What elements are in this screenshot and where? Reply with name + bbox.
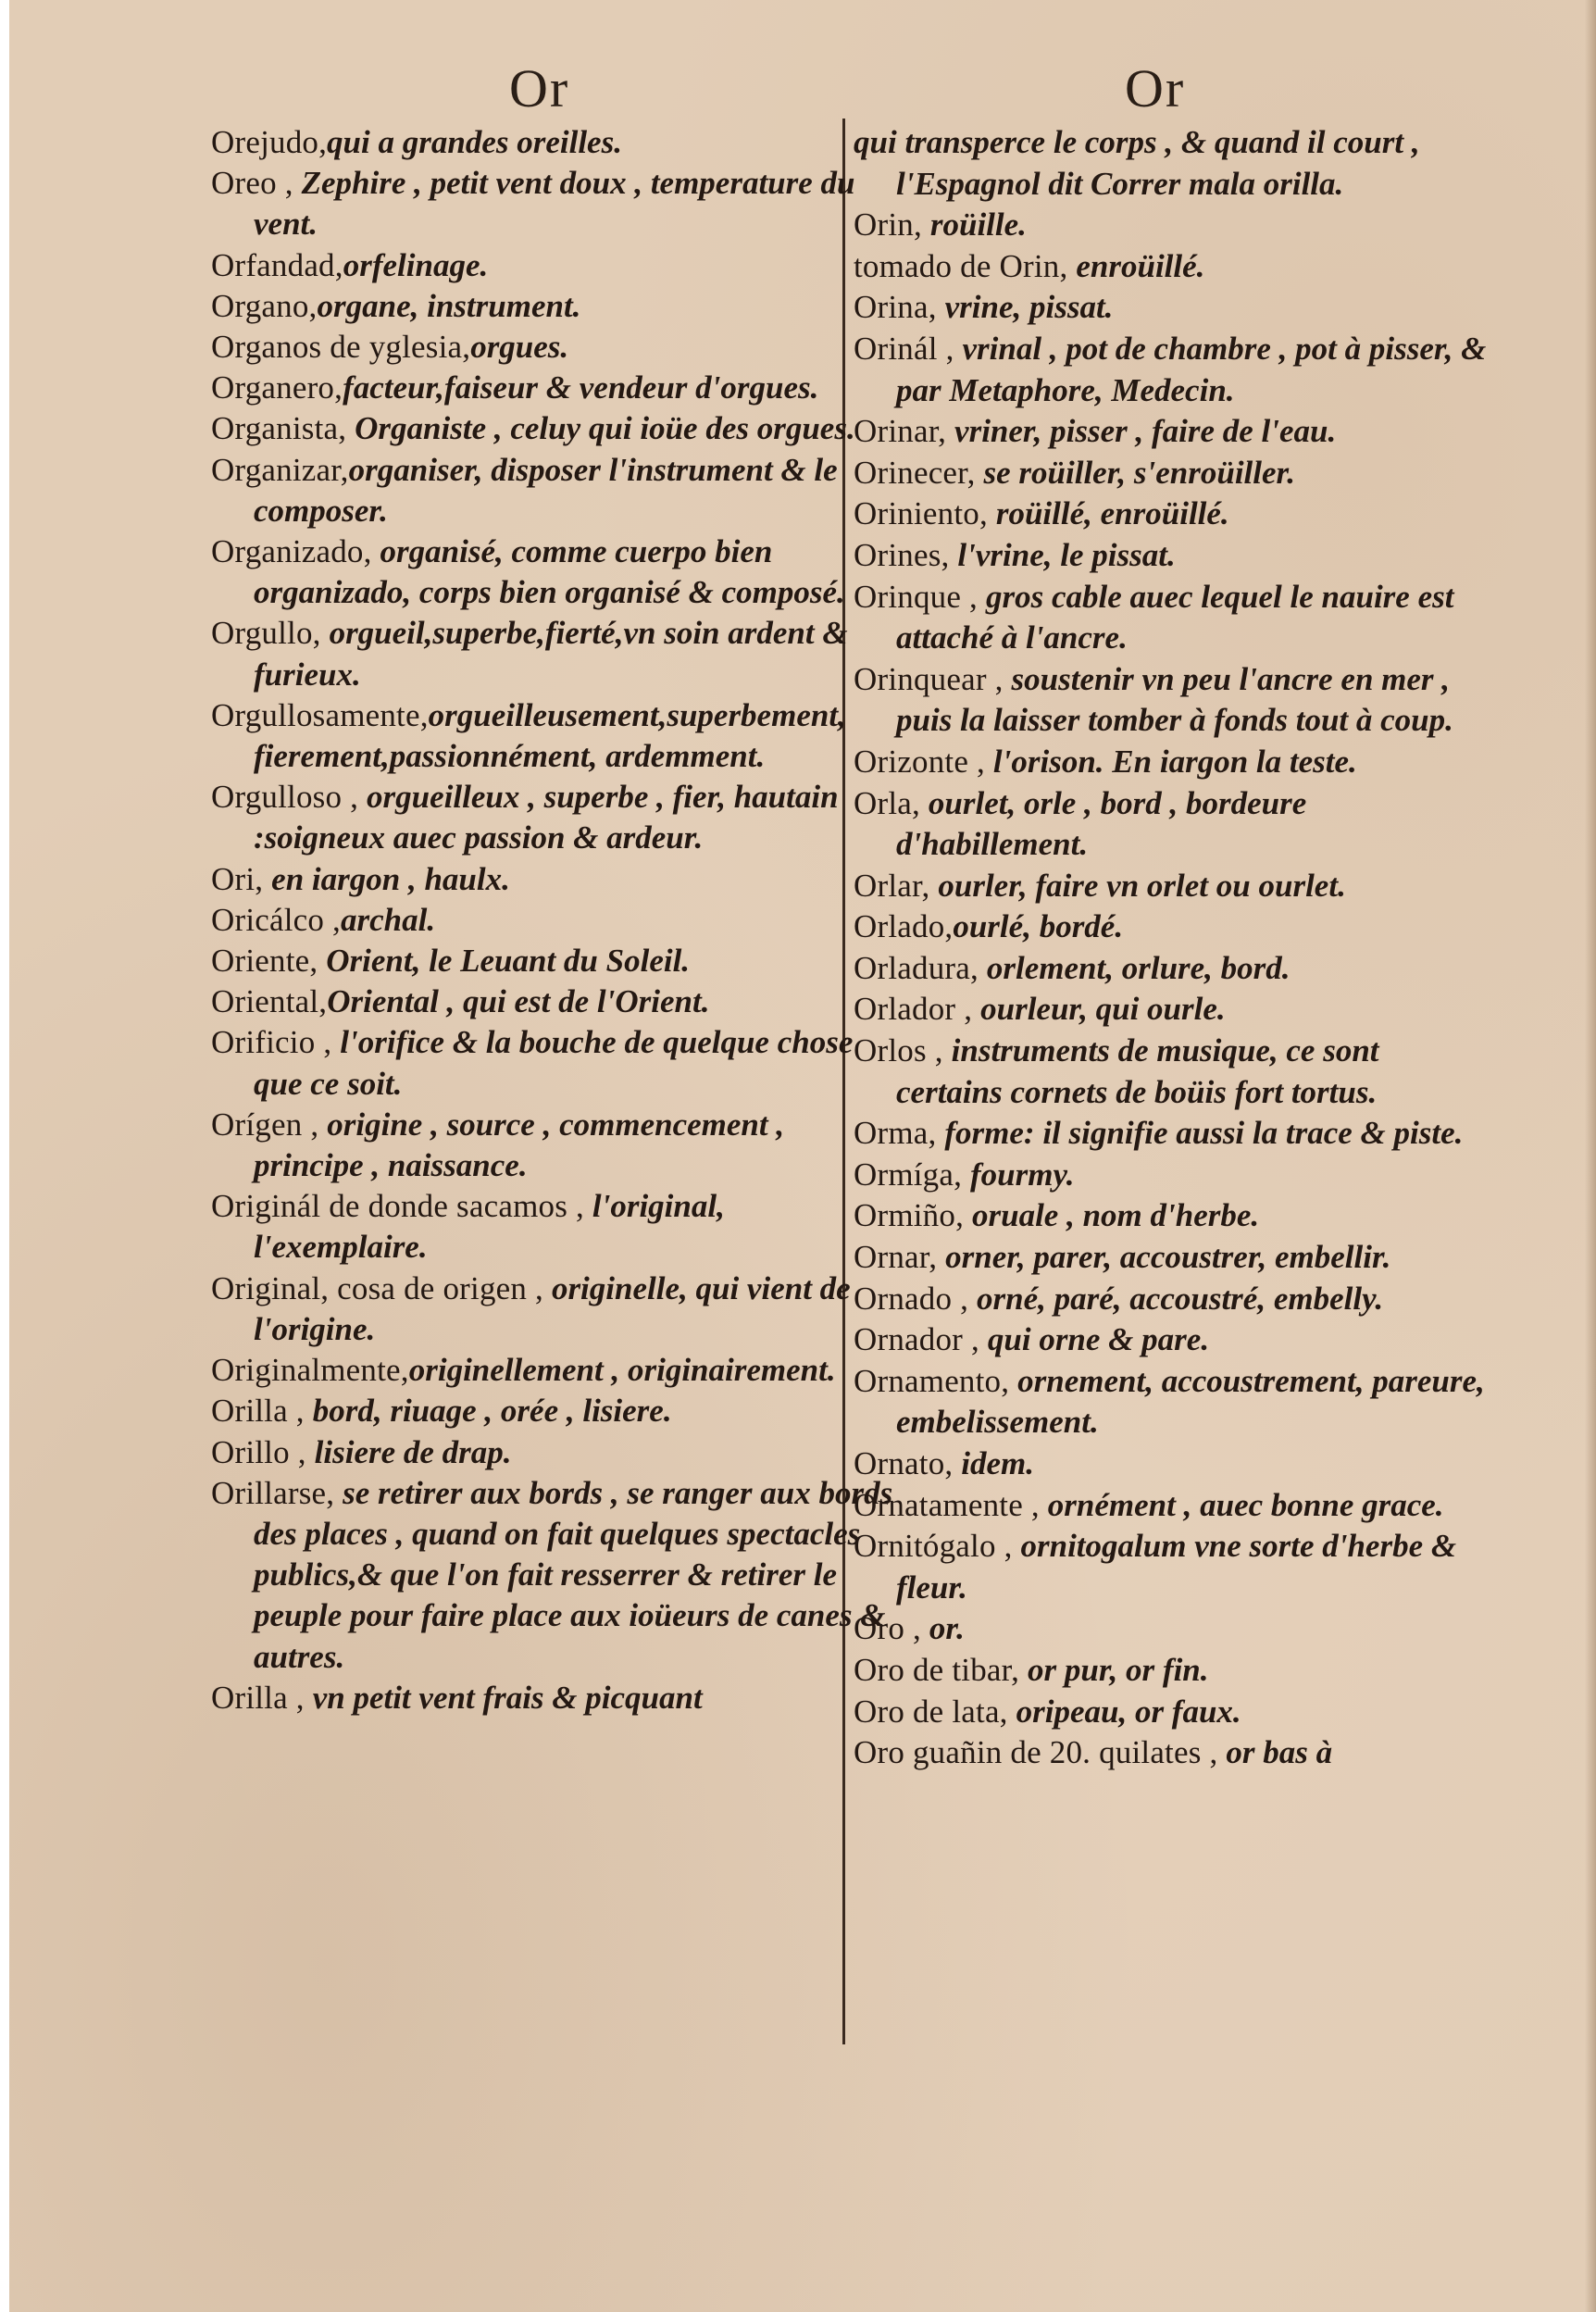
entry-headword: Orejudo,: [211, 124, 328, 160]
entry-definition: en iargon , haulx.: [271, 860, 510, 897]
dictionary-entry: [854, 1361, 1492, 1443]
entry-headword: Orinque ,: [854, 578, 986, 615]
entry-headword: Ormiño,: [854, 1197, 972, 1234]
dictionary-entry: [854, 1031, 1492, 1113]
entry-definition: gros cable auec lequel le nauire est attaché à l'ancre.: [896, 578, 1454, 656]
entry-headword: Oriente,: [211, 943, 327, 980]
dictionary-entry: [211, 695, 896, 777]
dictionary-entry: [854, 1650, 1492, 1692]
entry-headword: Ornato,: [854, 1445, 962, 1481]
dictionary-entry: [854, 1692, 1492, 1733]
entry-definition: qui transperce le corps , & quand il court , l'Espagnol dit Correr mala orilla.: [854, 124, 1420, 202]
dictionary-entry: [854, 989, 1492, 1031]
entry-headword: Oro guañin de 20. quilates ,: [854, 1734, 1227, 1771]
entry-definition: ornément , auec bonne grace.: [1047, 1486, 1444, 1523]
dictionary-entry: [211, 531, 896, 613]
entry-headword: Oriniento,: [854, 495, 996, 532]
dictionary-entry: [211, 450, 896, 531]
dictionary-entry: [854, 494, 1492, 535]
entry-definition: Oriental , qui est de l'Orient.: [327, 983, 710, 1020]
entry-definition: lisiere de drap.: [314, 1433, 512, 1470]
dictionary-entry: [211, 900, 896, 941]
dictionary-entry: [211, 1391, 896, 1431]
entry-headword: Originalmente,: [211, 1352, 409, 1389]
entry-definition: or bas à: [1226, 1734, 1333, 1771]
dictionary-page: [9, 0, 1596, 2312]
entry-headword: Orlado,: [854, 908, 954, 945]
entry-headword: Orlos ,: [854, 1032, 952, 1069]
dictionary-entry: [211, 1186, 896, 1268]
entry-headword: Orinar,: [854, 413, 955, 450]
entry-definition: enroüillé.: [1076, 247, 1205, 284]
dictionary-entry: [211, 245, 896, 286]
entry-definition: qui a grandes oreilles.: [327, 124, 622, 160]
dictionary-entry: [211, 122, 896, 163]
dictionary-entry: [211, 408, 896, 449]
dictionary-entry: [854, 1608, 1492, 1650]
entry-definition: se retirer aux bords , se ranger aux bords des places , quand on fait quelques spectacles publics,& que l'on fait resserrer & retirer le peuple pour faire place aux ioüeurs de canes & autres.: [254, 1474, 893, 1675]
entry-definition: orné, paré, accoustré, embelly.: [977, 1280, 1384, 1317]
entry-definition: originellement , originairement.: [408, 1352, 836, 1389]
dictionary-entry: [211, 859, 896, 900]
entry-headword: Orines,: [854, 536, 958, 573]
entry-definition: roüille.: [929, 206, 1027, 244]
entry-headword: Orma,: [854, 1115, 945, 1152]
dictionary-entry: [211, 777, 896, 858]
entry-definition: ornement, accoustrement, pareure, embelissement.: [896, 1362, 1485, 1441]
dictionary-entry: [854, 122, 1492, 205]
dictionary-entry: [854, 742, 1492, 783]
entry-headword: Orin,: [854, 206, 930, 244]
entry-definition: vrinal , pot de chambre , pot à pisser, & par Metaphore, Medecin.: [896, 330, 1487, 408]
entry-definition: origine , source , commencement , principe , naissance.: [254, 1106, 785, 1184]
entry-headword: Orígen ,: [211, 1106, 328, 1143]
dictionary-entry: [211, 327, 896, 368]
dictionary-entry: [854, 906, 1492, 948]
dictionary-entry: [854, 246, 1492, 288]
entry-headword: Orizonte ,: [854, 743, 993, 780]
entry-headword: Orgullosamente,: [211, 696, 429, 733]
entry-definition: l'orifice & la bouche de quelque chose que ce soit.: [254, 1024, 854, 1102]
entry-definition: organisé, comme cuerpo bien organizado, corps bien organisé & composé.: [254, 533, 845, 611]
entry-definition: instruments de musique, ce sont certains cornets de boüis fort tortus.: [896, 1032, 1379, 1110]
entry-headword: Originál de donde sacamos ,: [211, 1188, 592, 1225]
entry-headword: Orilla ,: [211, 1393, 313, 1430]
entry-definition: archal.: [340, 901, 436, 938]
right-column: [854, 122, 1492, 1774]
entry-headword: Oro de lata,: [854, 1693, 1016, 1730]
dictionary-entry: [211, 1678, 896, 1718]
dictionary-entry: [211, 286, 896, 327]
entry-definition: bord, riuage , orée , lisiere.: [312, 1393, 672, 1430]
entry-headword: Orinquear ,: [854, 660, 1012, 697]
entry-headword: Oriental,: [211, 983, 328, 1020]
dictionary-entry: [854, 205, 1492, 246]
entry-headword: Orgulloso ,: [211, 779, 368, 816]
dictionary-entry: [854, 287, 1492, 329]
entry-headword: Ornador ,: [854, 1321, 988, 1358]
entry-headword: Ori,: [211, 860, 272, 897]
dictionary-entry: [854, 783, 1492, 866]
entry-headword: Original, cosa de origen ,: [211, 1269, 552, 1306]
dictionary-entry: [854, 535, 1492, 577]
entry-definition: Orient, le Leuant du Soleil.: [326, 943, 691, 980]
dictionary-entry: [211, 1268, 896, 1350]
entry-definition: organiser, disposer l'instrument & le composer.: [254, 451, 838, 529]
entry-headword: Oro de tibar,: [854, 1651, 1029, 1688]
dictionary-entry: [854, 948, 1492, 990]
entry-definition: orlement, orlure, bord.: [986, 949, 1291, 986]
dictionary-entry: [854, 1526, 1492, 1608]
entry-definition: l'vrine, le pissat.: [957, 536, 1176, 573]
entry-definition: organe, instrument.: [317, 287, 581, 324]
dictionary-entry: [211, 1473, 896, 1678]
entry-definition: orgueil,superbe,fierté,vn soin ardent & furieux.: [254, 615, 848, 693]
entry-definition: orgues.: [470, 329, 569, 366]
entry-definition: ourlé, bordé.: [953, 908, 1124, 945]
dictionary-entry: [854, 1732, 1492, 1774]
page-edge-shadow: [1585, 0, 1596, 2312]
entry-definition: qui orne & pare.: [987, 1321, 1210, 1358]
dictionary-entry: [854, 453, 1492, 494]
dictionary-entry: [854, 1443, 1492, 1485]
entry-headword: Organero,: [211, 369, 343, 406]
dictionary-entry: [211, 1105, 896, 1186]
entry-headword: Orillarse,: [211, 1474, 343, 1511]
dictionary-entry: [211, 163, 896, 244]
dictionary-entry: [854, 659, 1492, 742]
entry-definition: orgueilleusement,superbement, fierement,passionnément, ardemment.: [254, 696, 846, 775]
entry-headword: Ormíga,: [854, 1156, 971, 1193]
entry-headword: Ornatamente ,: [854, 1486, 1048, 1523]
running-header-left: Or: [509, 58, 570, 119]
entry-headword: Oro ,: [854, 1610, 929, 1647]
entry-headword: Orfandad,: [211, 246, 343, 283]
entry-definition: vn petit vent frais & picquant: [312, 1679, 703, 1716]
entry-definition: or pur, or fin.: [1028, 1651, 1209, 1688]
entry-headword: Ornar,: [854, 1239, 946, 1276]
entry-definition: orner, parer, accoustrer, embellir.: [945, 1239, 1391, 1276]
entry-headword: Ornitógalo ,: [854, 1528, 1021, 1565]
entry-definition: originelle, qui vient de l'origine.: [254, 1269, 851, 1347]
entry-headword: Orificio ,: [211, 1024, 341, 1061]
entry-headword: Orinál ,: [854, 330, 963, 367]
entry-headword: Ornado ,: [854, 1280, 978, 1317]
entry-definition: oruale , nom d'herbe.: [971, 1197, 1260, 1234]
entry-definition: fourmy.: [970, 1156, 1075, 1193]
entry-definition: vriner, pisser , faire de l'eau.: [954, 413, 1337, 450]
dictionary-entry: [854, 1279, 1492, 1320]
entry-headword: Organo,: [211, 287, 318, 324]
entry-definition: facteur,faiseur & vendeur d'orgues.: [343, 369, 819, 406]
entry-definition: ornitogalum vne sorte d'herbe & fleur.: [896, 1528, 1457, 1606]
entry-headword: Ornamento,: [854, 1362, 1018, 1399]
entry-headword: Organizar,: [211, 451, 349, 488]
dictionary-entry: [854, 411, 1492, 453]
dictionary-entry: [211, 941, 896, 981]
entry-definition: Organiste , celuy qui ioüe des orgues.: [355, 410, 855, 447]
running-header-right: Or: [1125, 58, 1186, 119]
entry-definition: l'original, l'exemplaire.: [254, 1188, 725, 1266]
entry-headword: Orilla ,: [211, 1679, 313, 1716]
entry-definition: ourleur, qui ourle.: [980, 991, 1226, 1028]
entry-headword: Organizado,: [211, 533, 380, 570]
entry-headword: Orlar,: [854, 867, 939, 904]
entry-headword: tomado de Orin,: [854, 247, 1077, 284]
entry-headword: Orla,: [854, 784, 929, 821]
dictionary-entry: [211, 1432, 896, 1473]
dictionary-entry: [854, 1195, 1492, 1237]
entry-definition: orgueilleux , superbe , fier, hautain :soigneux auec passion & ardeur.: [254, 779, 839, 856]
entry-definition: or.: [929, 1610, 965, 1647]
dictionary-entry: [854, 1237, 1492, 1279]
dictionary-entry: [854, 1155, 1492, 1196]
entry-definition: se roüiller, s'enroüiller.: [983, 454, 1295, 491]
entry-headword: Oreo ,: [211, 165, 302, 202]
dictionary-entry: [854, 577, 1492, 659]
entry-headword: Orladura,: [854, 949, 987, 986]
entry-definition: l'orison. En iargon la teste.: [992, 743, 1357, 780]
entry-definition: oripeau, or faux.: [1016, 1693, 1241, 1730]
entry-definition: Zephire , petit vent doux , temperature du vent.: [254, 165, 855, 243]
entry-headword: Oricálco ,: [211, 901, 341, 938]
entry-headword: Orinecer,: [854, 454, 984, 491]
entry-definition: idem.: [961, 1445, 1035, 1481]
dictionary-entry: [211, 368, 896, 408]
entry-headword: Orlador ,: [854, 991, 981, 1028]
dictionary-entry: [854, 1113, 1492, 1155]
dictionary-entry: [211, 1022, 896, 1104]
dictionary-entry: [211, 981, 896, 1022]
entry-definition: ourler, faire vn orlet ou ourlet.: [938, 867, 1346, 904]
entry-definition: vrine, pissat.: [944, 289, 1114, 326]
entry-definition: soustenir vn peu l'ancre en mer , puis la laisser tomber à fonds tout à coup.: [896, 660, 1453, 739]
entry-headword: Organos de yglesia,: [211, 329, 471, 366]
entry-definition: roüillé, enroüillé.: [995, 495, 1229, 532]
entry-headword: Orgullo,: [211, 615, 330, 652]
entry-headword: Orina,: [854, 289, 945, 326]
dictionary-entry: [854, 1319, 1492, 1361]
entry-headword: Organista,: [211, 410, 355, 447]
entry-definition: ourlet, orle , bord , bordeure d'habillement.: [896, 784, 1307, 863]
entry-headword: Orillo ,: [211, 1433, 315, 1470]
dictionary-entry: [854, 866, 1492, 907]
left-column: [211, 122, 896, 1718]
dictionary-entry: [854, 1485, 1492, 1527]
entry-definition: orfelinage.: [343, 246, 489, 283]
dictionary-entry: [211, 613, 896, 694]
dictionary-entry: [854, 329, 1492, 411]
entry-definition: forme: il signifie aussi la trace & piste.: [944, 1115, 1464, 1152]
dictionary-entry: [211, 1350, 896, 1391]
